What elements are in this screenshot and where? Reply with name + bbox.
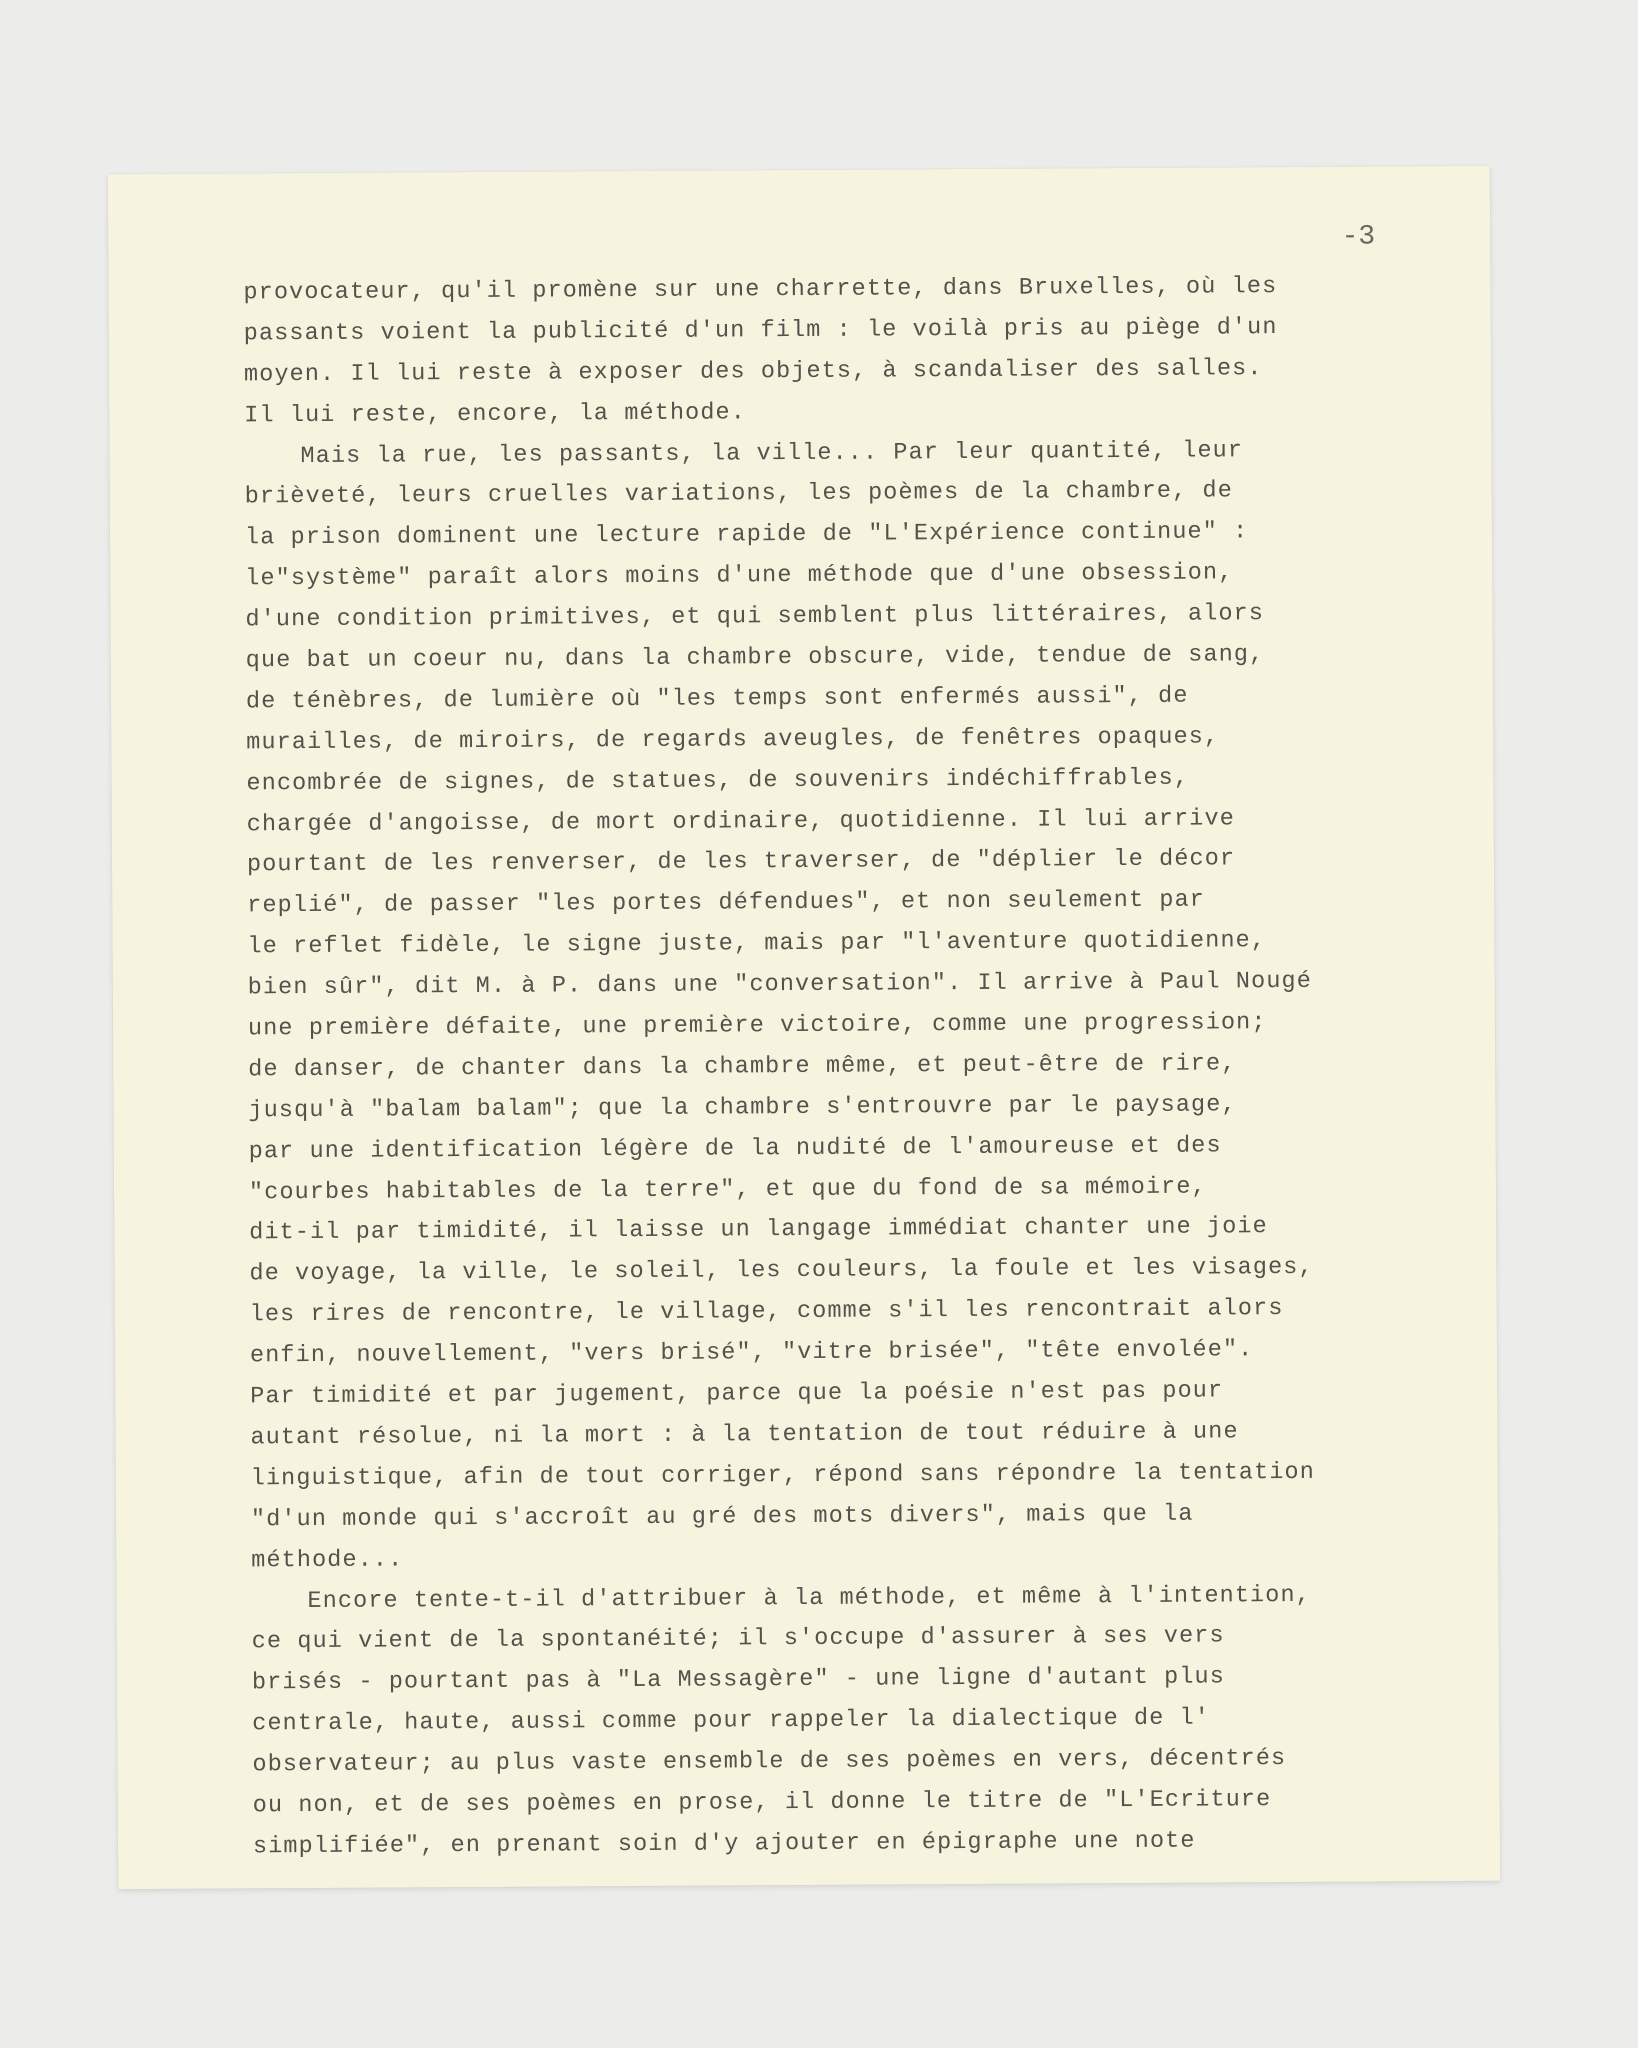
text-line: la prison dominent une lecture rapide de "L'Expérience continue" : — [244, 518, 1249, 552]
text-line: pourtant de les renverser, de les traverser, de "déplier le décor — [246, 845, 1236, 879]
text-line: encombrée de signes, de statues, de souvenirs indéchiffrables, — [246, 764, 1190, 798]
text-line: linguistique, afin de tout corriger, répond sans répondre la tentation — [250, 1458, 1315, 1493]
text-line: chargée d'angoisse, de mort ordinaire, quotidienne. Il lui arrive — [246, 804, 1235, 838]
text-line: provocateur, qu'il promène sur une charrette, dans Bruxelles, où les — [243, 273, 1278, 307]
text-line: "d'un monde qui s'accroît au gré des mots divers", mais que la — [250, 1500, 1194, 1534]
text-line: d'une condition primitives, et qui semblent plus littéraires, alors — [245, 600, 1265, 634]
text-line: le reflet fidèle, le signe juste, mais par "l'aventure quotidienne, — [247, 927, 1267, 961]
text-line: de danser, de chanter dans la chambre même, et peut-être de rire, — [248, 1050, 1237, 1084]
text-line: autant résolue, ni la mort : à la tentation de tout réduire à une — [250, 1418, 1239, 1452]
text-line: Mais la rue, les passants, la ville... Par leur quantité, leur — [300, 436, 1244, 470]
text-line: ou non, et de ses poèmes en prose, il donne le titre de "L'Ecriture — [252, 1786, 1272, 1820]
text-line: méthode... — [251, 1546, 404, 1574]
text-line: passants voient la publicité d'un film : le voilà pris au piège d'un — [243, 313, 1278, 348]
text-line: "courbes habitables de la terre", et que du fond de sa mémoire, — [248, 1173, 1207, 1206]
text-line: jusqu'à "balam balam"; que la chambre s'entrouvre par le paysage, — [248, 1091, 1237, 1125]
text-line: murailles, de miroirs, de regards aveugles, de fenêtres opaques, — [246, 723, 1220, 757]
body-text — [243, 266, 1433, 1868]
typed-page — [108, 166, 1500, 1889]
text-line: brisés - pourtant pas à "La Messagère" - une ligne d'autant plus — [251, 1663, 1226, 1697]
text-line: par une identification légère de la nudité de l'amoureuse et des — [248, 1132, 1222, 1166]
text-line: simplifiée", en prenant soin d'y ajouter en épigraphe une note — [252, 1827, 1196, 1861]
text-line: moyen. Il lui reste à exposer des objets, à scandaliser des salles. — [243, 354, 1263, 389]
text-line: que bat un coeur nu, dans la chambre obscure, vide, tendue de sang, — [245, 641, 1265, 675]
text-line: Il lui reste, encore, la méthode. — [244, 399, 747, 430]
text-line: ce qui vient de la spontanéité; il s'occupe d'assurer à ses vers — [251, 1622, 1225, 1656]
page-number: -3 — [1341, 221, 1376, 253]
text-line: observateur; au plus vaste ensemble de ses poèmes en vers, décentrés — [252, 1745, 1287, 1779]
text-line: dit-il par timidité, il laisse un langage immédiat chanter une joie — [249, 1213, 1268, 1247]
text-line: une première défaite, une première victoire, comme une progression; — [247, 1009, 1267, 1043]
text-line: de ténèbres, de lumière où "les temps sont enfermés aussi", de — [245, 682, 1189, 716]
text-line: de voyage, la ville, le soleil, les couleurs, la foule et les visages, — [249, 1254, 1314, 1288]
text-line: enfin, nouvellement, "vers brisé", "vitre brisée", "tête envolée". — [249, 1336, 1254, 1370]
text-line: brièveté, leurs cruelles variations, les poèmes de la chambre, de — [244, 477, 1233, 511]
text-line: replié", de passer "les portes défendues", et non seulement par — [247, 886, 1206, 920]
text-line: Par timidité et par jugement, parce que la poésie n'est pas pour — [250, 1377, 1224, 1411]
text-line: le"système" paraît alors moins d'une méthode que d'une obsession, — [245, 559, 1234, 593]
text-line: bien sûr", dit M. à P. dans une "conversation". Il arrive à Paul Nougé — [247, 968, 1312, 1002]
text-line: les rires de rencontre, le village, comme s'il les rencontrait alors — [249, 1295, 1284, 1329]
text-line: centrale, haute, aussi comme pour rappeler la dialectique de l' — [252, 1704, 1211, 1738]
text-line: Encore tente-t-il d'attribuer à la méthode, et même à l'intention, — [307, 1581, 1311, 1615]
